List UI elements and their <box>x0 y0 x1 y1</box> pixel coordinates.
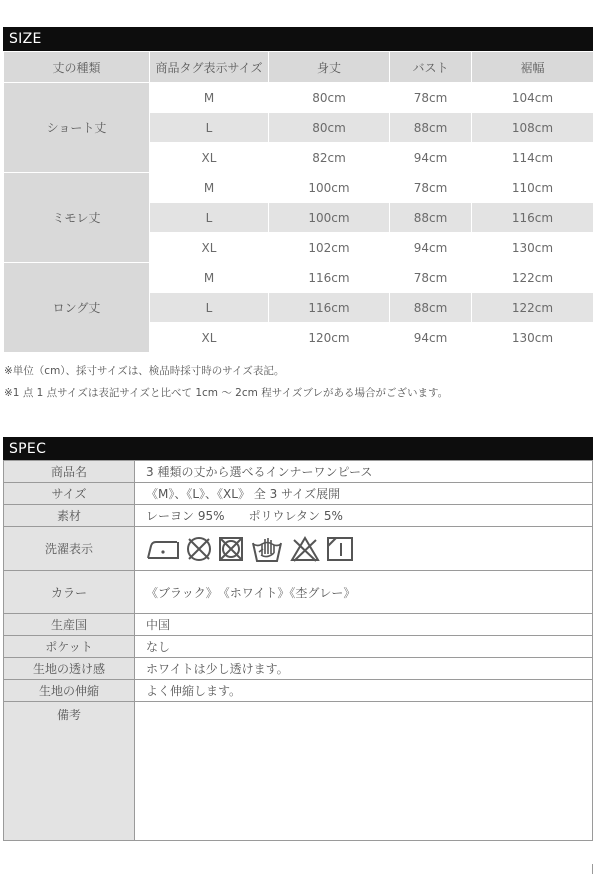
spec-table <box>3 460 593 841</box>
spec-value: 《M》、《L》、《XL》 全 3 サイズ展開 <box>135 483 593 505</box>
size-section-title: SIZE <box>3 27 593 51</box>
hem-cell: 122cm <box>472 293 594 323</box>
type-long: ロング丈 <box>4 263 150 353</box>
length-cell: 82cm <box>269 143 390 173</box>
spec-value: レーヨン 95% ポリウレタン 5% <box>135 505 593 527</box>
spec-value <box>135 702 593 841</box>
no-tumble-dry-icon <box>218 536 244 562</box>
spec-label: 生産国 <box>4 614 135 636</box>
bust-cell: 88cm <box>390 293 472 323</box>
bust-cell: 78cm <box>390 83 472 113</box>
bust-cell: 94cm <box>390 323 472 353</box>
spec-label: 生地の伸縮 <box>4 680 135 702</box>
hem-cell: 116cm <box>472 203 594 233</box>
spec-row-color <box>4 571 593 614</box>
spec-row-care <box>4 527 593 571</box>
length-cell: 102cm <box>269 233 390 263</box>
length-cell: 80cm <box>269 83 390 113</box>
size-cell: L <box>150 113 269 143</box>
spec-row-remarks <box>4 702 593 841</box>
size-cell: XL <box>150 323 269 353</box>
hem-cell: 108cm <box>472 113 594 143</box>
spec-row-origin <box>4 614 593 636</box>
spec-value: よく伸縮します。 <box>135 680 593 702</box>
header-tag-size: 商品タグ表示サイズ <box>150 52 269 83</box>
type-short: ショート丈 <box>4 83 150 173</box>
header-hem: 裾幅 <box>472 52 594 83</box>
size-cell: XL <box>150 143 269 173</box>
header-bust: バスト <box>390 52 472 83</box>
spec-value: 3 種類の丈から選べるインナーワンピース <box>135 461 593 483</box>
bust-cell: 88cm <box>390 113 472 143</box>
no-bleach-icon <box>290 536 320 562</box>
size-cell: M <box>150 263 269 293</box>
length-cell: 100cm <box>269 173 390 203</box>
spec-value: ホワイトは少し透けます。 <box>135 658 593 680</box>
spec-value: なし <box>135 636 593 658</box>
size-cell: M <box>150 173 269 203</box>
length-cell: 120cm <box>269 323 390 353</box>
trailing-border <box>592 864 593 874</box>
hem-cell: 110cm <box>472 173 594 203</box>
spec-value: 《ブラック》 《ホワイト》《杢グレー》 <box>135 571 593 614</box>
hand-wash-icon <box>250 535 284 563</box>
header-type: 丈の種類 <box>4 52 150 83</box>
length-cell: 116cm <box>269 263 390 293</box>
size-cell: M <box>150 83 269 113</box>
spec-row-pocket <box>4 636 593 658</box>
size-notes <box>4 360 448 404</box>
spec-label: サイズ <box>4 483 135 505</box>
spec-label: 備考 <box>4 702 135 841</box>
spec-label: 生地の透け感 <box>4 658 135 680</box>
size-cell: L <box>150 293 269 323</box>
table-row <box>4 173 594 203</box>
care-icons <box>135 527 593 571</box>
spec-label: カラー <box>4 571 135 614</box>
hem-cell: 104cm <box>472 83 594 113</box>
size-cell: L <box>150 203 269 233</box>
note-unit: ※単位（cm）、採寸サイズは、検品時採寸時のサイズ表記。 <box>4 365 285 377</box>
no-dry-clean-icon <box>186 536 212 562</box>
bust-cell: 88cm <box>390 203 472 233</box>
hem-cell: 114cm <box>472 143 594 173</box>
type-mimore: ミモレ丈 <box>4 173 150 263</box>
iron-low-icon <box>146 537 180 561</box>
bust-cell: 94cm <box>390 143 472 173</box>
table-row <box>4 83 594 113</box>
bust-cell: 78cm <box>390 263 472 293</box>
spec-row-stretch <box>4 680 593 702</box>
spec-row-material <box>4 505 593 527</box>
spec-section-title: SPEC <box>3 437 593 461</box>
spec-label: 素材 <box>4 505 135 527</box>
size-table <box>3 51 594 353</box>
spec-label: ポケット <box>4 636 135 658</box>
hem-cell: 130cm <box>472 233 594 263</box>
line-dry-icon <box>326 536 354 562</box>
size-cell: XL <box>150 233 269 263</box>
spec-row-size <box>4 483 593 505</box>
spec-label: 商品名 <box>4 461 135 483</box>
hem-cell: 122cm <box>472 263 594 293</box>
header-length: 身丈 <box>269 52 390 83</box>
note-variance: ※1 点 1 点サイズは表記サイズと比べて 1cm ～ 2cm 程サイズブレがある場合がございます。 <box>4 387 449 399</box>
bust-cell: 78cm <box>390 173 472 203</box>
length-cell: 116cm <box>269 293 390 323</box>
spec-row-sheerness <box>4 658 593 680</box>
spec-value: 中国 <box>135 614 593 636</box>
spec-row-product-name <box>4 461 593 483</box>
bust-cell: 94cm <box>390 233 472 263</box>
table-row <box>4 263 594 293</box>
hem-cell: 130cm <box>472 323 594 353</box>
spec-label: 洗濯表示 <box>4 527 135 571</box>
length-cell: 80cm <box>269 113 390 143</box>
length-cell: 100cm <box>269 203 390 233</box>
size-table-header <box>4 52 594 83</box>
